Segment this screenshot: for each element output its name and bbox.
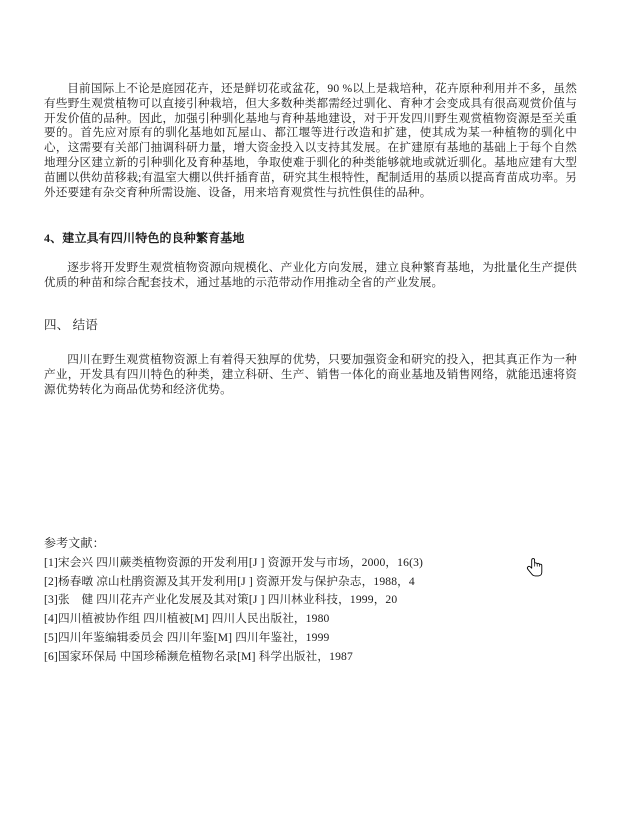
section-4-heading: 4、建立具有四川特色的良种繁育基地 xyxy=(44,231,245,245)
reference-item: [6]国家环保局 中国珍稀濒危植物名录[M] 科学出版社，1987 xyxy=(44,649,353,663)
reference-item: [3]张 健 四川花卉产业化发展及其对策[J ] 四川林业科技，1999，20 xyxy=(44,593,398,607)
reference-item: [2]杨春暾 凉山杜鹃资源及其开发利用[J ] 资源开发与保护杂志，1988，4 xyxy=(44,574,415,588)
reference-item: [1]宋会兴 四川蕨类植物资源的开发利用[J ] 资源开发与市场，2000，16(3) xyxy=(44,556,424,569)
conclusion-paragraph: 四川在野生观赏植物资源上有着得天独厚的优势，只要加强资金和研究的投入，把其真正作为一种产业，开发具有四川特色的种类，建立科研、生产、销售一体化的商业基地及销售网络，就能迅速将资源优势转化为商品优势和经济优势。 xyxy=(44,353,577,396)
conclusion-heading: 四、 结语 xyxy=(44,318,98,332)
section-4-paragraph: 逐步将开发野生观赏植物资源向规模化、产业化方向发展，建立良种繁育基地，为批量化生产提供优质的种苗和综合配套技术，通过基地的示范带动作用推动全省的产业发展。 xyxy=(44,261,577,289)
references-list xyxy=(44,554,577,666)
intro-paragraph: 目前国际上不论是庭园花卉，还是鲜切花或盆花，90 %以上是栽培种，花卉原种利用并不多，虽然有些野生观赏植物可以直接引种栽培，但大多数种类都需经过驯化、育种才会变成具有很高观赏价值与开发价值的品种。因此，加强引种驯化基地与育种基地建设，对于开发四川野生观赏植物资源是至关重要的。首先应对原有的驯化基地如瓦屋山、都江堰等进行改造和扩建，使其成为某一种植物的驯化中心，这需要有关部门抽调科研力量，增大资金投入以支持其发展。在扩建原有基地的基础上于每个自然地理分区建立新的引种驯化及育种基地，争取使难于驯化的种类能够就地或就近驯化。基地应建有大型苗圃以供幼苗移栽;有温室大棚以供扦插育苗，研究其生根特性，配制适用的基质以提高育苗成功率。另外还要建有杂交育种所需设施、设备，用来培育观赏性与抗性俱佳的品种。 xyxy=(44,82,577,199)
reference-item: [4]四川植被协作组 四川植被[M] 四川人民出版社，1980 xyxy=(44,612,330,626)
reference-item: [5]四川年鉴编辑委员会 四川年鉴[M] 四川年鉴社，1999 xyxy=(44,630,330,644)
hand-grab-cursor-icon xyxy=(524,557,546,581)
references-title: 参考文献： xyxy=(44,536,105,550)
